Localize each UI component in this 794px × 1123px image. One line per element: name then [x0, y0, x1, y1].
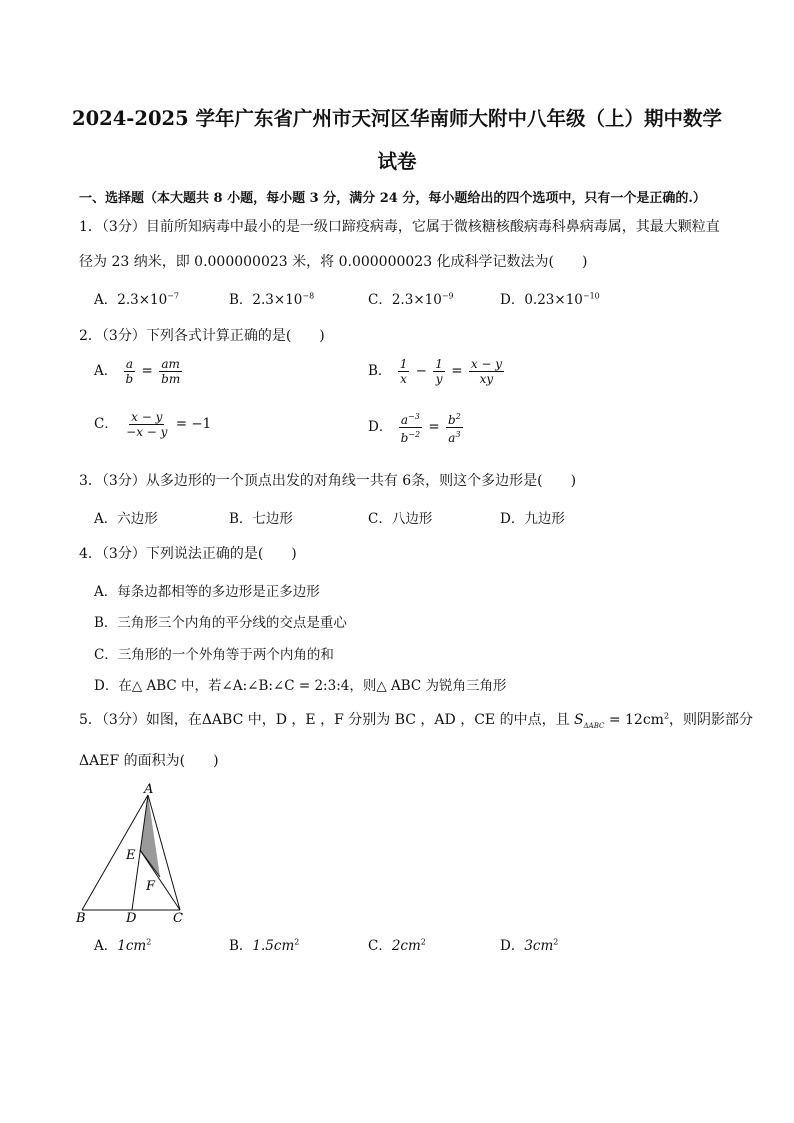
fraction: $\frac{x - y}{xy}$	[470, 357, 503, 386]
q5-stem-line1	[79, 709, 753, 730]
q4-option-b[interactable]: B．三角形三个内角的平分线的交点是重心	[94, 615, 347, 631]
option-label: A．	[94, 938, 118, 954]
fraction: $\frac{x - y}{-x - y}$	[126, 410, 168, 439]
q5-stem-text-end: ，则阴影部分	[669, 712, 754, 728]
q2-option-b[interactable]	[368, 357, 506, 386]
point-label-c: C	[173, 911, 183, 926]
option-label: B．	[229, 292, 253, 308]
q1-stem-line2: 径为 23 纳米，即 0.000000023 米，将 0.000000023 化成科学记数法为( )	[79, 254, 588, 270]
q5-option-a[interactable]	[94, 934, 151, 954]
q2-stem: 2．（3分）下列各式计算正确的是( )	[79, 328, 325, 344]
minus-sign: −	[415, 363, 427, 379]
area-subscript: ΔABC	[583, 721, 605, 730]
q2-option-a[interactable]	[94, 357, 184, 386]
option-label: D．	[368, 419, 393, 435]
doc-title-line1: 2024-2025 学年广东省广州市天河区华南师大附中八年级（上）期中数学	[72, 107, 722, 130]
option-exponent: 2	[294, 937, 300, 947]
q1-option-b[interactable]	[229, 288, 314, 308]
q3-option-d[interactable]: D．九边形	[500, 511, 565, 527]
fraction: $\frac{1}{y}$	[435, 357, 443, 386]
q5-option-d[interactable]	[500, 934, 558, 954]
option-label: C．	[94, 416, 118, 432]
option-label: D．	[500, 292, 525, 308]
point-label-b: B	[76, 911, 86, 926]
option-label: C．	[368, 938, 392, 954]
q3-option-c[interactable]: C．八边形	[368, 511, 433, 527]
q1-option-d[interactable]	[500, 288, 600, 308]
option-value: 3cm	[524, 938, 554, 954]
q3-option-b[interactable]: B．七边形	[229, 511, 293, 527]
q2-option-d[interactable]	[368, 410, 465, 445]
option-exponent: −8	[302, 291, 315, 301]
q1-option-a[interactable]	[94, 288, 179, 308]
option-exponent: 2	[420, 937, 426, 947]
fraction: $\frac{1}{x}$	[399, 357, 408, 386]
fraction: $\frac{a^{-3}}{b^{-2}}$	[400, 412, 421, 445]
option-label: C．	[368, 292, 392, 308]
q4-option-d[interactable]: D．在△ ABC 中，若∠A:∠B:∠C = 2:3:4，则△ ABC 为锐角三角形	[94, 678, 507, 694]
fraction: $\frac{a}{b}$	[125, 357, 134, 386]
option-value: 2.3×10	[252, 292, 303, 308]
option-exponent: −9	[441, 291, 454, 301]
point-label-a: A	[144, 782, 154, 797]
q4-stem: 4．（3分）下列说法正确的是( )	[79, 546, 297, 562]
q5-stem-line2: ΔAEF 的面积为( )	[79, 753, 219, 769]
q3-stem: 3．（3分）从多边形的一个顶点出发的对角线一共有 6条，则这个多边形是( )	[79, 473, 577, 489]
option-label: A．	[94, 292, 118, 308]
point-label-d: D	[126, 911, 137, 926]
fraction: $\frac{b^2}{a^3}$	[448, 412, 461, 445]
q5-option-b[interactable]	[229, 934, 299, 954]
option-value: 2cm	[391, 938, 421, 954]
area-exponent: 2	[663, 711, 670, 721]
option-exponent: 2	[553, 937, 559, 947]
fraction: $\frac{am}{bm}$	[161, 357, 181, 386]
q5-stem-text: 5．（3分）如图，在ΔABC 中，D ，E ，F 分别为 BC ，AD ，CE 的中点，且	[79, 712, 575, 728]
point-label-f: F	[146, 879, 156, 894]
section-heading: 一、选择题（本大题共 8 小题，每小题 3 分，满分 24 分，每小题给出的四个选项中，只有一个是正确的.）	[79, 191, 706, 206]
side-ab	[82, 795, 148, 910]
q5-option-c[interactable]	[368, 934, 426, 954]
option-label: B．	[229, 938, 253, 954]
equals-sign: =	[428, 419, 440, 435]
equals-sign: =	[141, 363, 153, 379]
point-label-e: E	[126, 848, 136, 863]
option-label: D．	[500, 938, 525, 954]
doc-title-line2: 试卷	[377, 150, 417, 173]
q1-option-c[interactable]	[368, 288, 454, 308]
area-value: = 12cm	[604, 712, 664, 728]
option-exponent: −10	[582, 291, 600, 301]
option-value: 0.23×10	[524, 292, 583, 308]
option-value: 2.3×10	[391, 292, 442, 308]
q3-option-a[interactable]: A．六边形	[94, 511, 158, 527]
equals-sign: = −1	[175, 416, 212, 432]
option-label: B．	[368, 363, 392, 379]
option-exponent: −7	[167, 291, 180, 301]
q1-stem-line1: 1．（3分）目前所知病毒中最小的是一级口蹄疫病毒，它属于微核糖核酸病毒科鼻病毒属，其最大颗粒直	[79, 219, 720, 235]
area-symbol: S	[574, 712, 584, 728]
triangle-figure	[74, 782, 199, 927]
q4-option-a[interactable]: A．每条边都相等的多边形是正多边形	[94, 584, 320, 600]
option-label: A．	[94, 363, 118, 379]
q2-option-c[interactable]	[94, 410, 211, 439]
option-value: 1cm	[117, 938, 147, 954]
equals-sign: =	[451, 363, 463, 379]
option-value: 1.5cm	[252, 938, 295, 954]
q4-option-c[interactable]: C．三角形的一个外角等于两个内角的和	[94, 647, 334, 663]
option-exponent: 2	[146, 937, 152, 947]
option-value: 2.3×10	[117, 292, 168, 308]
